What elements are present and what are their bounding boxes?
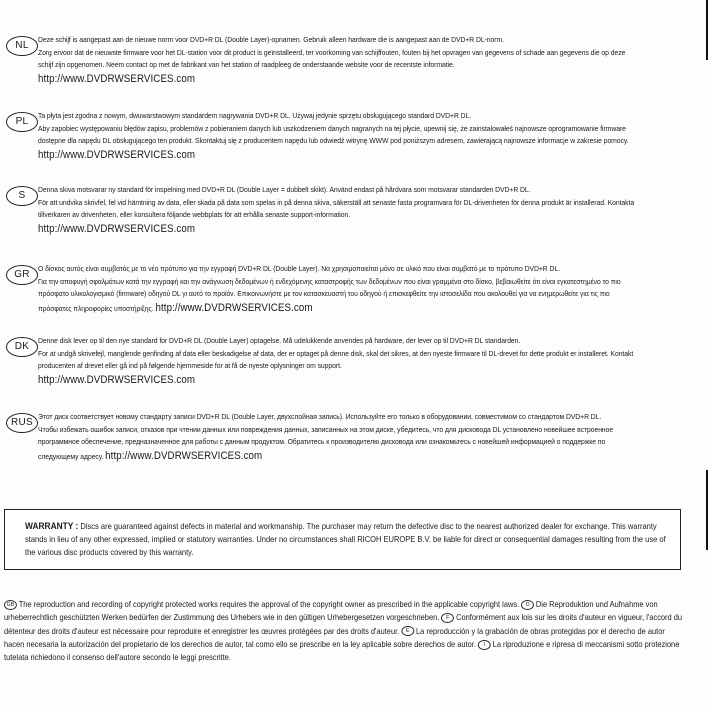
copyright-text-e: La reproducción y la grabación de obras protegidas por el derecho de autor hacen necesaria la autorización del propietario de los derechos de autor, tal como ello se prescribe en la ley aplicable sobre derechos de autor. [4,626,665,649]
lang-badge: PL [6,112,38,132]
copyright-notice [4,598,685,664]
support-url[interactable]: http://www.DVDRWSERVICES.com [38,373,196,386]
support-url[interactable]: http://www.DVDRWSERVICES.com [155,301,313,314]
lang-badge-e: E [401,626,414,636]
text-line: For at undgå skrivefejl, manglende genfinding af data eller beskadigelse af data, der er optaget på denne disk, skal det sikres, at den nyeste firmware til DL-drevet for dette produkt er installeret. Kontakt [38,348,634,358]
support-url[interactable]: http://www.DVDRWSERVICES.com [38,222,196,235]
lang-badge: NL [6,36,38,56]
warranty-box [4,509,681,570]
warranty-heading: WARRANTY : [25,521,79,531]
text-line: För att undvika skrivfel, fel vid hämtning av data, eller skada på data som spelas in på denna skiva, säkerställ att senaste fasta programvara för DL-drivenheten för denna produkt är installerad. Kontakta [38,197,635,207]
text-line-tail: следующему адресу. [38,451,104,461]
text-line-tail: πρόσφατες πληροφορίες υποστήριξης. [38,303,154,313]
text-line: Zorg ervoor dat de nieuwste firmware voor het DL-station voor dit product is geïnstalleerd, ter voorkoming van schijffouten, fouten bij het opvragen van gegevens of schade aan gegevens die op deze [38,47,626,57]
lang-text [38,110,694,162]
lang-block-pl [4,110,694,162]
text-line [38,301,694,316]
warranty-text [25,520,671,560]
lang-text [38,184,694,236]
support-url[interactable]: http://www.DVDRWSERVICES.com [105,449,263,462]
lang-badge-f: F [441,613,454,623]
lang-block-gr [4,263,694,315]
lang-badge: DK [6,337,38,357]
scan-edge-mark [706,0,708,60]
text-line: Denne disk lever op til den nye standard for DVD+R DL (Double Layer) optagelse. Må udelukkende anvendes på hardware, der lever op til DVD+R DL standarden. [38,336,521,345]
text-line: Этот диск соответствует новому стандарту записи DVD+R DL (Double Layer, двухслойная запись). Используйте его только в оборудовании, совместимом со стандартом DVD+R DL. [38,412,602,421]
lang-badge: S [6,186,38,206]
text-line: πρόσφατο υλικολογισμικό (firmware) οδηγού DL γι αυτό το προϊόν. Επικοινωνήστε με τον κατασκευαστή του οδηγού ή επισκεφθείτε την ιστοσελίδα που ακολουθεί για να ενημερωθείτε για τις πιο [38,289,610,299]
warranty-body: Discs are guaranteed against defects in material and workmanship. The purchaser may return the defective disc to the nearest authorized dealer for exchange. This warranty stands in lieu of any other expressed, implied or statutory warranties. Under no circumstances shall RICOH EUROPE B.V. be liable for direct or consequential damages resulting from the use of the various disc products covered by this warranty. [25,522,666,558]
text-line: producenten af drevet eller gå ind på følgende hjemmeside for at få de nyeste oplysninger om support. [38,361,342,371]
text-line: Чтобы избежать ошибок записи, отказов при чтении данных или повреждения данных, записанных на этом диске, убедитесь, что для дисковода DL установлено новейшее встроенное [38,424,614,434]
lang-badge: RUS [6,413,38,433]
copyright-text-gb: The reproduction and recording of copyright protected works requires the approval of the copyright owner as prescribed in the applicable copyright laws. [18,600,520,609]
text-line: Ta płyta jest zgodna z nowym, dwuwarstwowym standardem nagrywania DVD+R DL. Używaj jedynie sprzętu obsługującego standard DVD+R DL. [38,111,472,120]
text-line [38,449,694,464]
scan-edge-mark [706,470,708,550]
support-url[interactable]: http://www.DVDRWSERVICES.com [38,148,196,161]
text-line: Denna skiva motsvarar ny standard för inspelning med DVD+R DL (Double Layer = dubbelt skikt). Använd endast på hårdvara som motsvarar standarden DVD+R DL. [38,185,531,194]
text-line: Deze schijf is aangepast aan de nieuwe norm voor DVD+R DL (Double Layer)-opnamen. Gebruik alleen hardware die is aangepast aan de DVD+R DL-norm. [38,35,504,44]
lang-text [38,411,694,463]
lang-block-rus [4,411,694,463]
text-line: Για την αποφυγή σφαλμάτων κατά την εγγραφή και την ανάγνωση δεδομένων ή ενδεχόμενης καταστροφής των δεδομένων που είναι γραμμένα στο δίσκο, βεβαιωθείτε ότι είναι εγκατεστημένο το πιο [38,276,621,286]
text-line: программное обеспечение, предназначенное для работы с данным продуктом. Обратитесь к производителю дисковода или ознакомьтесь с новейшей информацией о поддержке по [38,437,606,447]
text-line: dostępne dla napędu DL obsługującego ten produkt. Skontaktuj się z producentem napędu lub odwiedź witrynę WWW pod poniższym adresem, zawierającą najnowsze informacje w zakresie pomocy. [38,136,629,146]
lang-text [38,263,694,315]
copyright-text-f: Conformément aux lois sur les droits d'auteur en vigueur, l'accord du détenteur des droits d'auteur est nécessaire pour reproduire et enregistrer les œuvres protégées par des droits d'auteur. [4,613,683,636]
lang-badge-gb: GB [4,600,17,610]
lang-text [38,34,694,86]
text-line: Ο δίσκος αυτός είναι συμβατός με το νέο πρότυπο για την εγγραφή DVD+R DL (Double Layer). Να χρησιμοποιείται μόνο σε υλικό που είναι συμβατό με το πρότυπο DVD+R DL. [38,264,560,273]
lang-text [38,335,694,387]
copyright-text-i: La riproduzione e ripresa di meccanismi sotto protezione tutelata richiedono il consenso dell'autore secondo le leggi prescritte. [4,639,680,663]
lang-badge-d: D [521,600,534,610]
lang-block-dk [4,335,694,387]
text-line: schijf zijn opgenomen. Neem contact op met de fabrikant van het station of raadpleeg de onderstaande website voor de recentste informatie. [38,60,455,70]
lang-badge: GR [6,265,38,285]
text-line: tillverkaren av drivenheten, eller konsultera följande webbplats för att erhålla senaste support-information. [38,210,351,220]
lang-block-s [4,184,694,236]
lang-badge-i: I [478,640,491,650]
copyright-text-d: Die Reproduktion und Aufnahme von urheberrechtlich geschützten Werken bedürfen der Zustimmung des Urhebers wie in den gültigen Urhebergesetzen vorgeschrieben. [4,600,658,623]
support-url[interactable]: http://www.DVDRWSERVICES.com [38,72,196,85]
lang-block-nl [4,34,694,86]
text-line: Aby zapobiec występowaniu błędów zapisu, problemów z pobieraniem danych lub uszkodzeniem danych nagranych na tej płycie, upewnij się, że zainstalowałeś najnowsze oprogramowanie firmware [38,123,626,133]
